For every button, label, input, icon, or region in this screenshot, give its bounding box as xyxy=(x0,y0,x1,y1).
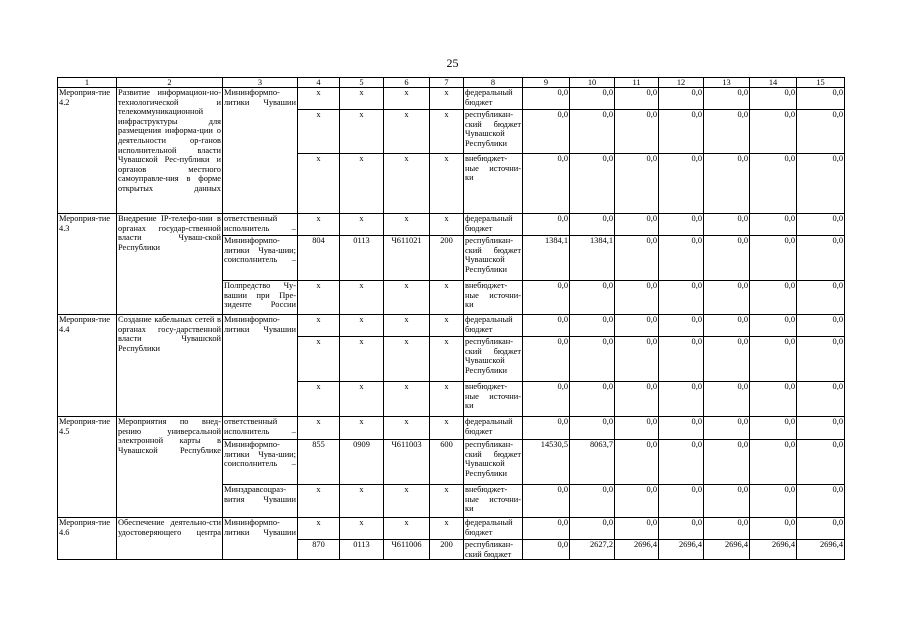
target-code: х xyxy=(384,154,430,214)
budget-table xyxy=(57,77,845,560)
expense-type-code: 600 xyxy=(430,440,464,485)
amount-cell: 0,0 xyxy=(704,236,750,281)
amount-cell: 0,0 xyxy=(523,154,570,214)
admin-code: х xyxy=(298,88,340,110)
expense-type-code: х xyxy=(430,315,464,337)
target-code: Ч611006 xyxy=(384,540,430,560)
column-header: 9 xyxy=(523,78,570,88)
amount-cell: 14530,5 xyxy=(523,440,570,485)
funding-source: федеральный бюджет xyxy=(464,417,523,440)
amount-cell: 0,0 xyxy=(659,88,704,110)
executor: ответственный исполнитель – xyxy=(223,214,298,236)
executor: Мининформпо-литики Чува-шии; соисполнитель – xyxy=(223,440,298,485)
expense-type-code: 200 xyxy=(430,540,464,560)
amount-cell: 0,0 xyxy=(570,337,615,382)
amount-cell: 0,0 xyxy=(750,518,797,540)
amount-cell: 0,0 xyxy=(659,315,704,337)
expense-type-code: х xyxy=(430,88,464,110)
expense-type-code: х xyxy=(430,110,464,154)
amount-cell: 0,0 xyxy=(704,337,750,382)
expense-type-code: х xyxy=(430,154,464,214)
admin-code: 870 xyxy=(298,540,340,560)
amount-cell: 0,0 xyxy=(704,315,750,337)
target-code: х xyxy=(384,518,430,540)
amount-cell: 0,0 xyxy=(615,315,659,337)
amount-cell: 0,0 xyxy=(797,382,845,417)
amount-cell: 0,0 xyxy=(704,485,750,518)
section-code: х xyxy=(340,337,384,382)
amount-cell: 0,0 xyxy=(750,417,797,440)
amount-cell: 0,0 xyxy=(797,315,845,337)
amount-cell: 0,0 xyxy=(615,110,659,154)
amount-cell: 0,0 xyxy=(523,88,570,110)
amount-cell: 0,0 xyxy=(570,485,615,518)
expense-type-code: х xyxy=(430,417,464,440)
amount-cell: 0,0 xyxy=(750,154,797,214)
admin-code: х xyxy=(298,110,340,154)
target-code: х xyxy=(384,110,430,154)
amount-cell: 0,0 xyxy=(704,88,750,110)
expense-type-code: х xyxy=(430,281,464,315)
amount-cell: 0,0 xyxy=(704,281,750,315)
column-header: 10 xyxy=(570,78,615,88)
section-code: х xyxy=(340,88,384,110)
amount-cell: 0,0 xyxy=(704,214,750,236)
amount-cell: 0,0 xyxy=(523,337,570,382)
amount-cell: 0,0 xyxy=(615,214,659,236)
table-row xyxy=(58,315,845,337)
amount-cell: 0,0 xyxy=(570,382,615,417)
amount-cell: 0,0 xyxy=(797,214,845,236)
amount-cell: 0,0 xyxy=(523,485,570,518)
column-header: 6 xyxy=(384,78,430,88)
amount-cell: 0,0 xyxy=(615,154,659,214)
amount-cell: 0,0 xyxy=(570,417,615,440)
amount-cell: 0,0 xyxy=(797,518,845,540)
table-row xyxy=(58,214,845,236)
funding-source: республикан-ский бюджет Чувашской Республики xyxy=(464,236,523,281)
amount-cell: 0,0 xyxy=(750,315,797,337)
amount-cell: 0,0 xyxy=(659,110,704,154)
amount-cell: 0,0 xyxy=(615,440,659,485)
funding-source: внебюджет-ные источни-ки xyxy=(464,485,523,518)
amount-cell: 0,0 xyxy=(704,382,750,417)
column-header: 3 xyxy=(223,78,298,88)
amount-cell: 0,0 xyxy=(659,518,704,540)
admin-code: х xyxy=(298,417,340,440)
amount-cell: 0,0 xyxy=(570,154,615,214)
funding-source: внебюджет-ные источни-ки xyxy=(464,281,523,315)
amount-cell: 0,0 xyxy=(797,236,845,281)
column-header: 14 xyxy=(750,78,797,88)
amount-cell: 0,0 xyxy=(750,88,797,110)
event-name: Мероприятия по внед-рению универсальной электронной карты в Чувашской Республике xyxy=(117,417,223,518)
amount-cell: 0,0 xyxy=(750,382,797,417)
amount-cell: 0,0 xyxy=(570,214,615,236)
executor: Минздравсоцраз-вития Чувашии xyxy=(223,485,298,518)
column-header: 4 xyxy=(298,78,340,88)
event-name: Развитие информацион-но-технологической и телекоммуникационной инфраструктуры для размещения информа-ции о деятельности ор-ганов исполнительной власти Чувашской Рес-публики и органов местного самоуправле-ния в форме открытых данных xyxy=(117,88,223,214)
table-row xyxy=(58,518,845,540)
target-code: х xyxy=(384,315,430,337)
page-number: 25 xyxy=(446,56,459,70)
amount-cell: 0,0 xyxy=(570,315,615,337)
admin-code: х xyxy=(298,485,340,518)
amount-cell: 0,0 xyxy=(750,281,797,315)
amount-cell: 0,0 xyxy=(659,417,704,440)
section-code: 0113 xyxy=(340,236,384,281)
amount-cell: 0,0 xyxy=(523,540,570,560)
amount-cell: 0,0 xyxy=(615,417,659,440)
amount-cell: 0,0 xyxy=(704,417,750,440)
event-id: Мероприя-тие 4.5 xyxy=(58,417,117,518)
executor: Мининформпо-литики Чувашии xyxy=(223,315,298,417)
amount-cell: 0,0 xyxy=(570,281,615,315)
funding-source: федеральный бюджет xyxy=(464,518,523,540)
amount-cell: 0,0 xyxy=(523,281,570,315)
executor: Мининформпо-литики Чувашии xyxy=(223,518,298,560)
amount-cell: 0,0 xyxy=(523,382,570,417)
target-code: х xyxy=(384,214,430,236)
column-header: 5 xyxy=(340,78,384,88)
event-id: Мероприя-тие 4.3 xyxy=(58,214,117,315)
column-header: 12 xyxy=(659,78,704,88)
admin-code: х xyxy=(298,382,340,417)
funding-source: внебюджет-ные источни-ки xyxy=(464,154,523,214)
amount-cell: 0,0 xyxy=(659,281,704,315)
amount-cell: 0,0 xyxy=(797,417,845,440)
amount-cell: 0,0 xyxy=(659,440,704,485)
event-name: Внедрение IP-телефо-нии в органах государ-ственной власти Чуваш-ской Республики xyxy=(117,214,223,315)
amount-cell: 0,0 xyxy=(523,417,570,440)
executor: Мининформпо-литики Чува-шии; соисполнитель – xyxy=(223,236,298,281)
event-name: Обеспечение деятельно-сти удостоверяющего центра xyxy=(117,518,223,560)
admin-code: 804 xyxy=(298,236,340,281)
amount-cell: 0,0 xyxy=(523,110,570,154)
funding-source: республикан-ский бюджет Чувашской Республики xyxy=(464,110,523,154)
target-code: Ч611021 xyxy=(384,236,430,281)
table-row xyxy=(58,417,845,440)
amount-cell: 0,0 xyxy=(750,214,797,236)
amount-cell: 0,0 xyxy=(797,88,845,110)
executor: Полпредство Чу-вашии при Пре-зиденте России xyxy=(223,281,298,315)
amount-cell: 2696,4 xyxy=(704,540,750,560)
amount-cell: 0,0 xyxy=(570,518,615,540)
admin-code: х xyxy=(298,214,340,236)
section-code: х xyxy=(340,315,384,337)
amount-cell: 0,0 xyxy=(615,281,659,315)
funding-source: федеральный бюджет xyxy=(464,315,523,337)
admin-code: х xyxy=(298,154,340,214)
section-code: х xyxy=(340,518,384,540)
amount-cell: 0,0 xyxy=(615,88,659,110)
section-code: х xyxy=(340,382,384,417)
amount-cell: 0,0 xyxy=(750,337,797,382)
amount-cell: 0,0 xyxy=(797,281,845,315)
expense-type-code: х xyxy=(430,485,464,518)
column-header: 13 xyxy=(704,78,750,88)
amount-cell: 0,0 xyxy=(615,337,659,382)
event-id: Мероприя-тие 4.2 xyxy=(58,88,117,214)
section-code: х xyxy=(340,110,384,154)
section-code: х xyxy=(340,281,384,315)
event-name: Создание кабельных сетей в органах госу-дарственной власти Чувашской Республики xyxy=(117,315,223,417)
amount-cell: 0,0 xyxy=(523,214,570,236)
amount-cell: 2627,2 xyxy=(570,540,615,560)
funding-source: федеральный бюджет xyxy=(464,88,523,110)
event-id: Мероприя-тие 4.6 xyxy=(58,518,117,560)
column-header: 1 xyxy=(58,78,117,88)
amount-cell: 0,0 xyxy=(615,382,659,417)
admin-code: х xyxy=(298,281,340,315)
column-header: 8 xyxy=(464,78,523,88)
amount-cell: 0,0 xyxy=(615,485,659,518)
executor: Мининформпо-литики Чувашии xyxy=(223,88,298,214)
amount-cell: 0,0 xyxy=(659,382,704,417)
funding-source: федеральный бюджет xyxy=(464,214,523,236)
expense-type-code: х xyxy=(430,382,464,417)
target-code: х xyxy=(384,88,430,110)
amount-cell: 0,0 xyxy=(659,214,704,236)
section-code: х xyxy=(340,417,384,440)
section-code: х xyxy=(340,154,384,214)
amount-cell: 0,0 xyxy=(615,236,659,281)
target-code: Ч611003 xyxy=(384,440,430,485)
amount-cell: 0,0 xyxy=(750,236,797,281)
amount-cell: 0,0 xyxy=(750,110,797,154)
amount-cell: 0,0 xyxy=(704,110,750,154)
amount-cell: 0,0 xyxy=(704,154,750,214)
table-row xyxy=(58,88,845,110)
amount-cell: 0,0 xyxy=(523,518,570,540)
amount-cell: 0,0 xyxy=(797,337,845,382)
amount-cell: 0,0 xyxy=(797,485,845,518)
section-code: 0909 xyxy=(340,440,384,485)
target-code: х xyxy=(384,382,430,417)
funding-source: республикан-ский бюджет Чувашской Республики xyxy=(464,337,523,382)
section-code: х xyxy=(340,214,384,236)
amount-cell: 0,0 xyxy=(659,236,704,281)
executor: ответственный исполнитель – xyxy=(223,417,298,440)
event-id: Мероприя-тие 4.4 xyxy=(58,315,117,417)
expense-type-code: 200 xyxy=(430,236,464,281)
amount-cell: 0,0 xyxy=(659,485,704,518)
funding-source: республикан-ский бюджет Чувашской Республики xyxy=(464,440,523,485)
amount-cell: 0,0 xyxy=(659,337,704,382)
amount-cell: 0,0 xyxy=(523,315,570,337)
column-header: 2 xyxy=(117,78,223,88)
amount-cell: 2696,4 xyxy=(797,540,845,560)
amount-cell: 0,0 xyxy=(570,88,615,110)
amount-cell: 0,0 xyxy=(797,440,845,485)
expense-type-code: х xyxy=(430,214,464,236)
target-code: х xyxy=(384,281,430,315)
amount-cell: 0,0 xyxy=(570,110,615,154)
amount-cell: 0,0 xyxy=(797,154,845,214)
target-code: х xyxy=(384,417,430,440)
target-code: х xyxy=(384,337,430,382)
column-header: 7 xyxy=(430,78,464,88)
amount-cell: 0,0 xyxy=(615,518,659,540)
amount-cell: 2696,4 xyxy=(750,540,797,560)
expense-type-code: х xyxy=(430,518,464,540)
header-row xyxy=(58,78,845,88)
column-header: 11 xyxy=(615,78,659,88)
amount-cell: 8063,7 xyxy=(570,440,615,485)
amount-cell: 0,0 xyxy=(704,518,750,540)
amount-cell: 1384,1 xyxy=(570,236,615,281)
amount-cell: 0,0 xyxy=(659,154,704,214)
section-code: х xyxy=(340,485,384,518)
amount-cell: 0,0 xyxy=(704,440,750,485)
funding-source: внебюджет-ные источни-ки xyxy=(464,382,523,417)
admin-code: х xyxy=(298,337,340,382)
amount-cell: 2696,4 xyxy=(659,540,704,560)
amount-cell: 0,0 xyxy=(750,485,797,518)
column-header: 15 xyxy=(797,78,845,88)
funding-source: республикан-ский бюджет xyxy=(464,540,523,560)
amount-cell: 0,0 xyxy=(750,440,797,485)
amount-cell: 1384,1 xyxy=(523,236,570,281)
section-code: 0113 xyxy=(340,540,384,560)
expense-type-code: х xyxy=(430,337,464,382)
amount-cell: 2696,4 xyxy=(615,540,659,560)
amount-cell: 0,0 xyxy=(797,110,845,154)
target-code: х xyxy=(384,485,430,518)
admin-code: 855 xyxy=(298,440,340,485)
admin-code: х xyxy=(298,315,340,337)
admin-code: х xyxy=(298,518,340,540)
